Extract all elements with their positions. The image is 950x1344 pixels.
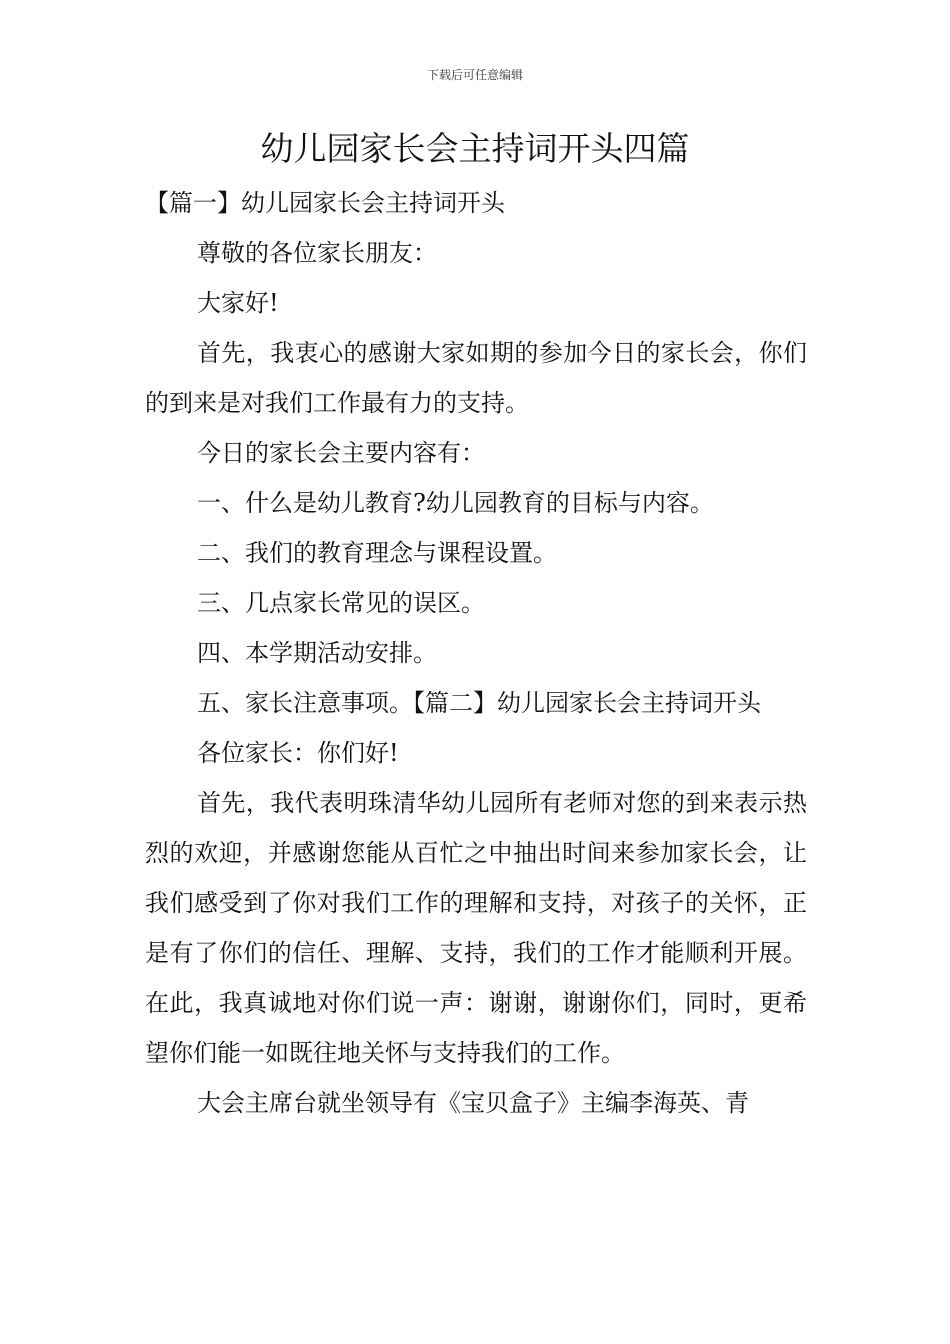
document-title: 幼儿园家长会主持词开头四篇 [260,129,690,168]
body-paragraph: 大家好! [197,289,279,317]
document-body [145,178,807,1128]
body-paragraph: 今日的家长会主要内容有： [197,439,485,467]
body-paragraph: 尊敬的各位家长朋友： [197,239,437,267]
body-paragraph: 首先，我衷心的感谢大家如期的参加今日的家长会，你们的到来是对我们工作最有力的支持。 [145,339,807,417]
body-paragraph: 二、我们的教育理念与课程设置。 [197,539,557,567]
body-paragraph: 五、家长注意事项。【篇二】幼儿园家长会主持词开头 [197,689,761,717]
body-paragraph: 四、本学期活动安排。 [197,639,437,667]
body-paragraph: 大会主席台就坐领导有《宝贝盒子》主编李海英、青 [197,1089,749,1117]
body-paragraph: 一、什么是幼儿教育?幼儿园教育的目标与内容。 [197,489,714,517]
body-paragraph: 各位家长：你们好! [197,739,399,767]
header-note: 下载后可任意编辑 [426,68,523,82]
body-paragraph: 三、几点家长常见的误区。 [197,589,485,617]
body-paragraph: 首先，我代表明珠清华幼儿园所有老师对您的到来表示热烈的欢迎，并感谢您能从百忙之中抽出时间来参加家长会，让我们感受到了你对我们工作的理解和支持，对孩子的关怀，正是有了你们的信任、理解、支持，我们的工作才能顺利开展。在此，我真诚地对你们说一声：谢谢，谢谢你们，同时，更希望你们能一如既往地关怀与支持我们的工作。 [145,789,807,1067]
section-heading: 【篇一】幼儿园家长会主持词开头 [145,189,505,217]
